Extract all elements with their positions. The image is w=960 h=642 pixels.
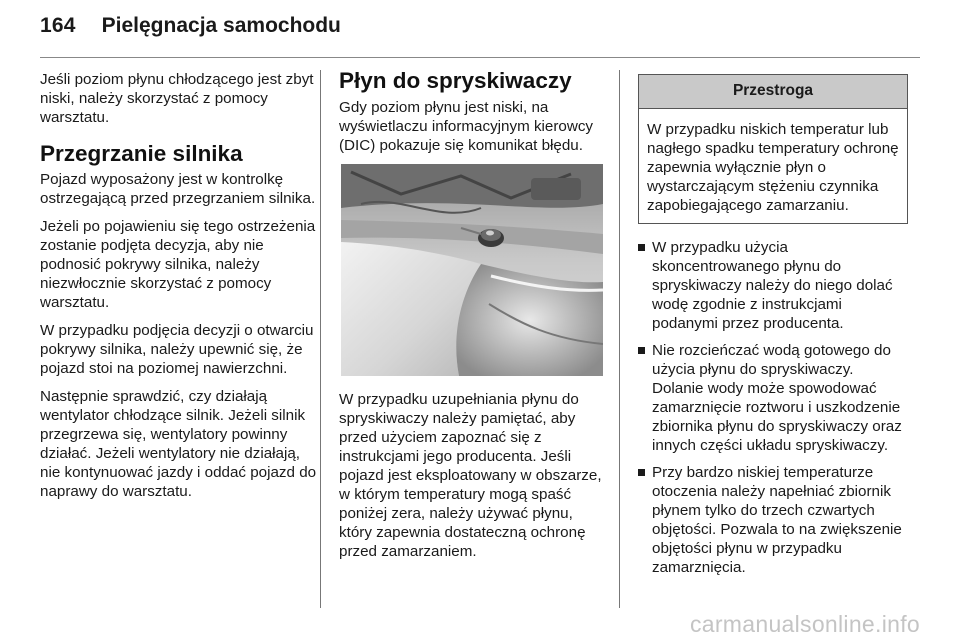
- column-middle: [339, 70, 607, 570]
- page-header: [40, 14, 341, 44]
- column-divider-right: [619, 70, 620, 608]
- column-divider-left: [320, 70, 321, 608]
- overheat-paragraph: Następnie sprawdzić, czy działają wentylator chłodzące silnik. Jeżeli silnik przegrzewa się, wentylatory powinny działać. Jeżeli wentylatory nie działają, nie kontynuować jazdy i oddać pojazd do naprawy do warsztatu.: [40, 388, 317, 500]
- square-bullet-icon: [638, 347, 645, 354]
- page-number: 164: [40, 14, 76, 37]
- washer-bullet-list: [638, 238, 908, 577]
- square-bullet-icon: [638, 244, 645, 251]
- watermark: carmanualsonline.info: [689, 611, 920, 637]
- washer-intro-paragraph: Gdy poziom płynu jest niski, na wyświetlaczu informacyjnym kierowcy (DIC) pokazuje się komunikat błędu.: [339, 99, 594, 154]
- washer-reservoir-photo: [341, 164, 603, 376]
- washer-fill-paragraph: W przypadku uzupełniania płynu do spryskiwaczy należy pamiętać, aby przed użyciem zapoznać się z instrukcjami jego producenta. Jeśli pojazd jest eksploatowany w obszarze, w którym temperatury mogą spaść poniżej zera, należy używać płynu, który zapewnia dostateczną ochronę przed zamarzaniem.: [339, 391, 602, 560]
- list-item: [638, 341, 908, 455]
- washer-fluid-heading: Płyn do spryskiwaczy: [339, 68, 572, 93]
- column-right: [638, 70, 908, 585]
- list-item-text: W przypadku użycia skoncentrowanego płynu do spryskiwaczy należy do niego dolać wodę zgodnie z instrukcjami podanymi przez producenta.: [652, 239, 893, 332]
- overheat-paragraph: W przypadku podjęcia decyzji o otwarciu pokrywy silnika, należy upewnić się, że pojazd stoi na poziomej nawierzchni.: [40, 322, 314, 377]
- overheat-heading: Przegrzanie silnika: [40, 141, 243, 166]
- square-bullet-icon: [638, 469, 645, 476]
- caution-text: W przypadku niskich temperatur lub nagłego spadku temperatury ochronę zapewnia wyłącznie płyn o wystarczającym stężeniu czynnika zapobiegającego zamarzaniu.: [647, 121, 899, 214]
- caution-title: Przestroga: [639, 75, 907, 109]
- header-divider: [40, 57, 920, 58]
- list-item-text: Przy bardzo niskiej temperaturze otoczenia należy napełniać zbiornik płynem tylko do trzech czwartych objętości. Pozwala to na zwiększenie objętości płynu w przypadku zamarznięcia.: [652, 464, 902, 576]
- overheat-paragraph: Pojazd wyposażony jest w kontrolkę ostrzegającą przed przegrzaniem silnika.: [40, 171, 316, 207]
- list-item-text: Nie rozcieńczać wodą gotowego do użycia płynu do spryskiwaczy. Dolanie wody może spowodować zamarznięcie roztworu i uszkodzenie zbiornika płynu do spryskiwaczy oraz innych części układu spryskiwaczy.: [652, 342, 902, 454]
- list-item: [638, 238, 908, 333]
- list-item: [638, 463, 908, 577]
- caution-box: [638, 74, 908, 224]
- coolant-low-paragraph: Jeśli poziom płynu chłodzącego jest zbyt niski, należy skorzystać z pomocy warsztatu.: [40, 71, 314, 126]
- column-left: [40, 70, 320, 510]
- overheat-paragraph: Jeżeli po pojawieniu się tego ostrzeżenia zostanie podjęta decyzja, aby nie podnosić pokrywy silnika, należy niezwłocznie skorzystać z pomocy warsztatu.: [40, 218, 316, 311]
- section-title: Pielęgnacja samochodu: [101, 14, 341, 37]
